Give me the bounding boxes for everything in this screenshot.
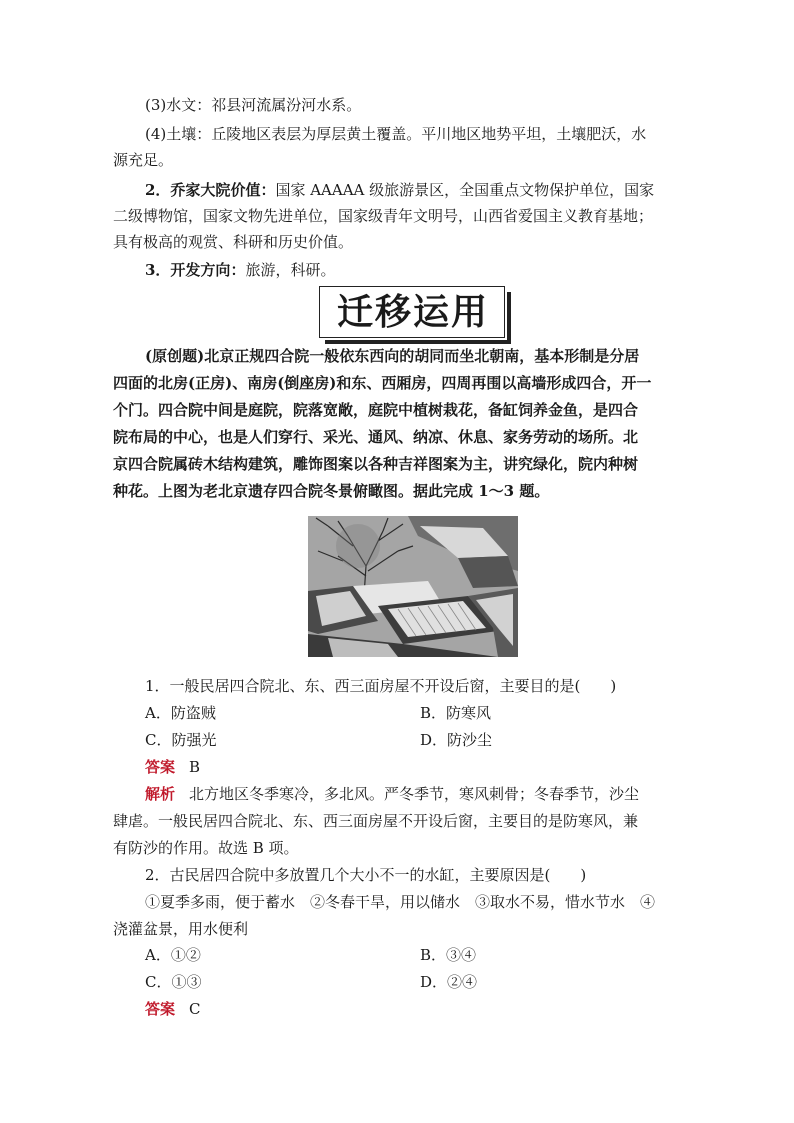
- q2-option-c: C．①③: [145, 973, 202, 991]
- siheyuan-winter-photo: [308, 516, 518, 657]
- passage-line-2: 四面的北房(正房)、南房(倒座房)和东、西厢房，四周再围以高墙形成四合，开一: [113, 374, 652, 392]
- q1-analysis-label: 解析: [145, 785, 176, 803]
- direction-line: [145, 257, 335, 284]
- value-line-2: 二级博物馆，国家文物先进单位，国家级青年文明号，山西省爱国主义教育基地；: [113, 207, 654, 225]
- section-title-box: [319, 286, 505, 338]
- value-text-1: 国家 AAAAA 级旅游景区，全国重点文物保护单位，国家: [275, 181, 655, 199]
- value-label: 2．乔家大院价值：: [145, 181, 276, 199]
- q1-analysis-line-1: [145, 781, 639, 808]
- hydrology-line: (3)水文：祁县河流属汾河水系。: [145, 96, 362, 114]
- q2-stem: 2．古民居四合院中多放置几个大小不一的水缸，主要原因是( ): [145, 866, 587, 884]
- direction-value: 旅游，科研。: [245, 261, 336, 279]
- q1-stem: 1．一般民居四合院北、东、西三面房屋不开设后窗，主要目的是( ): [145, 677, 617, 695]
- soil-line-cont: 源充足。: [113, 151, 174, 169]
- q2-answer-label: 答案: [145, 1000, 176, 1018]
- q2-options-line-1: ①夏季多雨，便于蓄水 ②冬春干旱，用以储水 ③取水不易，惜水节水 ④: [145, 893, 656, 911]
- soil-line: (4)土壤：丘陵地区表层为厚层黄土覆盖。平川地区地势平坦，土壤肥沃，水: [145, 125, 647, 143]
- value-line-1: [145, 177, 654, 204]
- q1-analysis-text-1: 北方地区冬季寒冷，多北风。严冬季节，寒风刺骨；冬春季节，沙尘: [189, 785, 640, 803]
- q2-answer-line: [145, 996, 201, 1023]
- q1-answer-label: 答案: [145, 758, 176, 776]
- q1-option-c: C．防强光: [145, 731, 217, 749]
- q1-answer-line: [145, 754, 200, 781]
- passage-line-3: 个门。四合院中间是庭院，院落宽敞，庭院中植树栽花，备缸饲养金鱼，是四合: [113, 401, 639, 419]
- passage-line-6: 种花。上图为老北京遗存四合院冬景俯瞰图。据此完成 1～3 题。: [113, 482, 550, 500]
- section-title: 迁移运用: [336, 292, 489, 333]
- q1-analysis-line-3: 有防沙的作用。故选 B 项。: [113, 839, 299, 857]
- passage-line-4: 院布局的中心，也是人们穿行、采光、通风、纳凉、休息、家务劳动的场所。北: [113, 428, 639, 446]
- q2-options-line-2: 浇灌盆景，用水便利: [113, 920, 249, 938]
- q2-option-b: B．③④: [420, 946, 477, 964]
- q1-option-a: A．防盗贼: [145, 704, 216, 722]
- value-line-3: 具有极高的观赏、科研和历史价值。: [113, 233, 354, 251]
- passage-line-5: 京四合院属砖木结构建筑，雕饰图案以各种吉祥图案为主，讲究绿化，院内种树: [113, 455, 639, 473]
- q2-option-d: D．②④: [420, 973, 478, 991]
- direction-label: 3．开发方向：: [145, 261, 246, 279]
- passage-line-1: (原创题)北京正规四合院一般依东西向的胡同而坐北朝南，基本形制是分居: [145, 347, 640, 365]
- q2-option-a: A．①②: [145, 946, 201, 964]
- q1-answer-value: B: [189, 758, 201, 776]
- q2-answer-value: C: [189, 1000, 201, 1018]
- q1-option-b: B．防寒风: [420, 704, 492, 722]
- q1-option-d: D．防沙尘: [420, 731, 493, 749]
- q1-analysis-line-2: 肆虐。一般民居四合院北、东、西三面房屋不开设后窗，主要目的是防寒风，兼: [113, 812, 639, 830]
